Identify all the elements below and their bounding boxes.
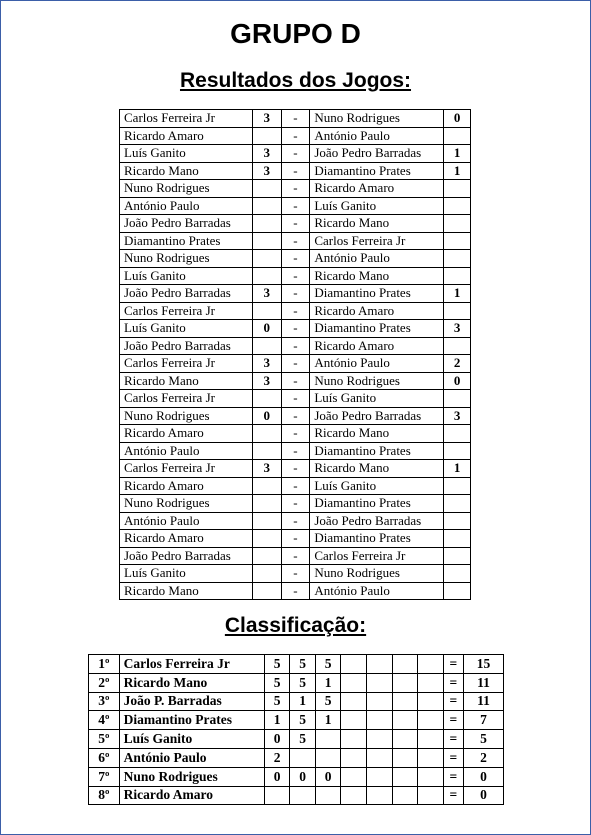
round-points: [418, 655, 444, 674]
home-player: Ricardo Mano: [120, 372, 253, 390]
match-separator: -: [281, 355, 310, 373]
equals-sign: =: [443, 692, 463, 711]
match-row: [120, 582, 471, 600]
home-score: [252, 250, 281, 268]
position: 1º: [89, 655, 120, 674]
away-score: [444, 215, 471, 233]
away-player: Carlos Ferreira Jr: [310, 232, 444, 250]
home-score: 3: [252, 145, 281, 163]
home-player: Ricardo Mano: [120, 162, 253, 180]
total-points: 0: [464, 767, 504, 786]
match-separator: -: [281, 302, 310, 320]
home-score: [252, 477, 281, 495]
home-score: 3: [252, 285, 281, 303]
position: 2º: [89, 673, 120, 692]
home-player: Luís Ganito: [120, 320, 253, 338]
away-player: António Paulo: [310, 127, 444, 145]
position: 3º: [89, 692, 120, 711]
home-player: António Paulo: [120, 442, 253, 460]
match-row: [120, 425, 471, 443]
total-points: 7: [464, 711, 504, 730]
round-points: [418, 692, 444, 711]
match-separator: -: [281, 582, 310, 600]
away-player: Ricardo Amaro: [310, 337, 444, 355]
away-score: [444, 442, 471, 460]
away-player: António Paulo: [310, 582, 444, 600]
standings-heading: Classificação:: [224, 614, 367, 637]
home-score: [252, 180, 281, 198]
match-row: [120, 197, 471, 215]
away-score: [444, 302, 471, 320]
match-row: [120, 530, 471, 548]
home-player: João Pedro Barradas: [120, 215, 253, 233]
away-player: Ricardo Mano: [310, 460, 444, 478]
match-separator: -: [281, 337, 310, 355]
results-table: [119, 109, 471, 600]
match-row: [120, 512, 471, 530]
home-player: Carlos Ferreira Jr: [120, 355, 253, 373]
round-points: 1: [264, 711, 290, 730]
away-player: António Paulo: [310, 250, 444, 268]
round-points: [366, 711, 392, 730]
round-points: [341, 655, 367, 674]
match-row: [120, 355, 471, 373]
home-score: 3: [252, 460, 281, 478]
round-points: 5: [264, 655, 290, 674]
round-points: [366, 786, 392, 805]
round-points: [366, 673, 392, 692]
away-player: Diamantino Prates: [310, 285, 444, 303]
total-points: 15: [464, 655, 504, 674]
home-player: Nuno Rodrigues: [120, 180, 253, 198]
round-points: 5: [264, 673, 290, 692]
away-player: Carlos Ferreira Jr: [310, 547, 444, 565]
round-points: [418, 711, 444, 730]
match-separator: -: [281, 267, 310, 285]
away-player: Diamantino Prates: [310, 442, 444, 460]
match-row: [120, 320, 471, 338]
position: 6º: [89, 748, 120, 767]
round-points: [315, 786, 341, 805]
match-row: [120, 442, 471, 460]
total-points: 5: [464, 730, 504, 749]
home-score: [252, 390, 281, 408]
match-separator: -: [281, 425, 310, 443]
home-player: Ricardo Amaro: [120, 530, 253, 548]
player-name: Ricardo Mano: [119, 673, 264, 692]
round-points: [290, 786, 316, 805]
away-score: [444, 565, 471, 583]
match-row: [120, 477, 471, 495]
away-score: [444, 530, 471, 548]
round-points: [341, 692, 367, 711]
standings-row: [89, 673, 504, 692]
match-separator: -: [281, 127, 310, 145]
home-player: António Paulo: [120, 512, 253, 530]
standings-row: [89, 767, 504, 786]
away-score: [444, 180, 471, 198]
standings-table: [88, 654, 504, 805]
away-score: 3: [444, 320, 471, 338]
home-score: [252, 197, 281, 215]
match-separator: -: [281, 477, 310, 495]
round-points: 5: [290, 673, 316, 692]
home-score: [252, 267, 281, 285]
match-separator: -: [281, 460, 310, 478]
home-score: [252, 442, 281, 460]
player-name: António Paulo: [119, 748, 264, 767]
match-separator: -: [281, 180, 310, 198]
away-score: 1: [444, 145, 471, 163]
away-player: António Paulo: [310, 355, 444, 373]
round-points: [366, 767, 392, 786]
round-points: [392, 673, 418, 692]
player-name: Diamantino Prates: [119, 711, 264, 730]
player-name: Nuno Rodrigues: [119, 767, 264, 786]
match-separator: -: [281, 495, 310, 513]
away-player: Ricardo Mano: [310, 215, 444, 233]
home-player: Carlos Ferreira Jr: [120, 460, 253, 478]
round-points: 5: [290, 730, 316, 749]
match-row: [120, 390, 471, 408]
total-points: 0: [464, 786, 504, 805]
position: 5º: [89, 730, 120, 749]
away-player: Luís Ganito: [310, 477, 444, 495]
home-score: [252, 337, 281, 355]
away-score: [444, 495, 471, 513]
round-points: 1: [315, 673, 341, 692]
away-player: João Pedro Barradas: [310, 512, 444, 530]
away-player: Ricardo Mano: [310, 267, 444, 285]
standings-row: [89, 748, 504, 767]
away-score: 0: [444, 372, 471, 390]
home-score: 3: [252, 355, 281, 373]
round-points: [366, 655, 392, 674]
round-points: 0: [290, 767, 316, 786]
home-player: Carlos Ferreira Jr: [120, 302, 253, 320]
away-score: 1: [444, 162, 471, 180]
home-score: [252, 302, 281, 320]
match-separator: -: [281, 565, 310, 583]
home-score: [252, 512, 281, 530]
round-points: [341, 711, 367, 730]
player-name: Luís Ganito: [119, 730, 264, 749]
match-separator: -: [281, 390, 310, 408]
match-separator: -: [281, 320, 310, 338]
match-row: [120, 110, 471, 128]
match-row: [120, 372, 471, 390]
home-player: António Paulo: [120, 197, 253, 215]
standings-row: [89, 786, 504, 805]
away-player: Diamantino Prates: [310, 320, 444, 338]
round-points: [290, 748, 316, 767]
match-separator: -: [281, 372, 310, 390]
round-points: [392, 767, 418, 786]
standings-row: [89, 711, 504, 730]
match-separator: -: [281, 512, 310, 530]
match-separator: -: [281, 215, 310, 233]
equals-sign: =: [443, 786, 463, 805]
away-player: Luís Ganito: [310, 197, 444, 215]
away-score: [444, 250, 471, 268]
home-score: 0: [252, 407, 281, 425]
match-row: [120, 285, 471, 303]
round-points: 2: [264, 748, 290, 767]
away-score: [444, 127, 471, 145]
match-separator: -: [281, 442, 310, 460]
match-separator: -: [281, 232, 310, 250]
total-points: 2: [464, 748, 504, 767]
away-player: Diamantino Prates: [310, 495, 444, 513]
standings-row: [89, 692, 504, 711]
home-player: Ricardo Amaro: [120, 425, 253, 443]
home-score: 3: [252, 110, 281, 128]
away-player: João Pedro Barradas: [310, 145, 444, 163]
home-player: Ricardo Amaro: [120, 477, 253, 495]
round-points: [392, 748, 418, 767]
standings-row: [89, 655, 504, 674]
match-separator: -: [281, 530, 310, 548]
away-score: 0: [444, 110, 471, 128]
total-points: 11: [464, 673, 504, 692]
match-row: [120, 302, 471, 320]
home-player: João Pedro Barradas: [120, 337, 253, 355]
home-score: [252, 215, 281, 233]
round-points: [341, 673, 367, 692]
away-player: Ricardo Amaro: [310, 180, 444, 198]
home-score: 3: [252, 372, 281, 390]
round-points: [418, 767, 444, 786]
round-points: 5: [290, 711, 316, 730]
home-score: [252, 565, 281, 583]
match-row: [120, 565, 471, 583]
away-player: Ricardo Amaro: [310, 302, 444, 320]
round-points: [315, 748, 341, 767]
away-player: João Pedro Barradas: [310, 407, 444, 425]
round-points: 1: [315, 711, 341, 730]
away-score: [444, 197, 471, 215]
round-points: [392, 711, 418, 730]
away-score: [444, 512, 471, 530]
away-score: [444, 582, 471, 600]
round-points: [418, 786, 444, 805]
round-points: 0: [315, 767, 341, 786]
equals-sign: =: [443, 673, 463, 692]
home-player: Ricardo Mano: [120, 582, 253, 600]
round-points: [366, 730, 392, 749]
match-separator: -: [281, 547, 310, 565]
away-score: [444, 425, 471, 443]
round-points: [392, 692, 418, 711]
home-player: Luís Ganito: [120, 145, 253, 163]
round-points: [341, 767, 367, 786]
round-points: [366, 692, 392, 711]
away-score: [444, 547, 471, 565]
round-points: 5: [315, 692, 341, 711]
match-row: [120, 267, 471, 285]
away-score: [444, 337, 471, 355]
total-points: 11: [464, 692, 504, 711]
position: 7º: [89, 767, 120, 786]
away-score: [444, 232, 471, 250]
equals-sign: =: [443, 655, 463, 674]
away-player: Nuno Rodrigues: [310, 372, 444, 390]
home-player: Diamantino Prates: [120, 232, 253, 250]
home-player: Nuno Rodrigues: [120, 495, 253, 513]
round-points: [341, 730, 367, 749]
equals-sign: =: [443, 767, 463, 786]
match-row: [120, 547, 471, 565]
home-score: [252, 232, 281, 250]
round-points: [341, 786, 367, 805]
match-row: [120, 232, 471, 250]
home-score: [252, 495, 281, 513]
away-player: Diamantino Prates: [310, 530, 444, 548]
home-player: João Pedro Barradas: [120, 285, 253, 303]
round-points: 1: [290, 692, 316, 711]
match-row: [120, 145, 471, 163]
match-separator: -: [281, 145, 310, 163]
home-player: Luís Ganito: [120, 565, 253, 583]
home-score: [252, 547, 281, 565]
home-score: [252, 425, 281, 443]
match-row: [120, 337, 471, 355]
player-name: Ricardo Amaro: [119, 786, 264, 805]
away-score: 2: [444, 355, 471, 373]
round-points: 0: [264, 767, 290, 786]
round-points: [418, 748, 444, 767]
away-score: 3: [444, 407, 471, 425]
home-player: Carlos Ferreira Jr: [120, 110, 253, 128]
round-points: [392, 655, 418, 674]
home-player: Nuno Rodrigues: [120, 250, 253, 268]
match-row: [120, 460, 471, 478]
home-score: 3: [252, 162, 281, 180]
match-row: [120, 162, 471, 180]
match-separator: -: [281, 285, 310, 303]
round-points: [418, 730, 444, 749]
page-title: GRUPO D: [230, 18, 361, 49]
away-score: 1: [444, 285, 471, 303]
round-points: [392, 786, 418, 805]
away-score: [444, 267, 471, 285]
home-player: Luís Ganito: [120, 267, 253, 285]
match-separator: -: [281, 110, 310, 128]
position: 4º: [89, 711, 120, 730]
equals-sign: =: [443, 730, 463, 749]
away-player: Nuno Rodrigues: [310, 565, 444, 583]
home-score: [252, 530, 281, 548]
match-separator: -: [281, 197, 310, 215]
away-player: Nuno Rodrigues: [310, 110, 444, 128]
round-points: [392, 730, 418, 749]
home-score: 0: [252, 320, 281, 338]
round-points: [315, 730, 341, 749]
home-player: Nuno Rodrigues: [120, 407, 253, 425]
round-points: [264, 786, 290, 805]
round-points: 0: [264, 730, 290, 749]
match-separator: -: [281, 162, 310, 180]
match-row: [120, 180, 471, 198]
round-points: 5: [264, 692, 290, 711]
round-points: [341, 748, 367, 767]
match-separator: -: [281, 250, 310, 268]
equals-sign: =: [443, 748, 463, 767]
home-score: [252, 127, 281, 145]
player-name: Carlos Ferreira Jr: [119, 655, 264, 674]
home-player: João Pedro Barradas: [120, 547, 253, 565]
away-player: Diamantino Prates: [310, 162, 444, 180]
away-score: [444, 390, 471, 408]
round-points: 5: [290, 655, 316, 674]
away-score: [444, 477, 471, 495]
position: 8º: [89, 786, 120, 805]
away-score: 1: [444, 460, 471, 478]
match-separator: -: [281, 407, 310, 425]
match-row: [120, 127, 471, 145]
round-points: [366, 748, 392, 767]
match-row: [120, 495, 471, 513]
away-player: Luís Ganito: [310, 390, 444, 408]
match-row: [120, 215, 471, 233]
round-points: [418, 673, 444, 692]
home-player: Carlos Ferreira Jr: [120, 390, 253, 408]
home-score: [252, 582, 281, 600]
round-points: 5: [315, 655, 341, 674]
match-row: [120, 407, 471, 425]
away-player: Ricardo Mano: [310, 425, 444, 443]
equals-sign: =: [443, 711, 463, 730]
match-row: [120, 250, 471, 268]
home-player: Ricardo Amaro: [120, 127, 253, 145]
player-name: João P. Barradas: [119, 692, 264, 711]
results-heading: Resultados dos Jogos:: [179, 69, 412, 92]
standings-row: [89, 730, 504, 749]
